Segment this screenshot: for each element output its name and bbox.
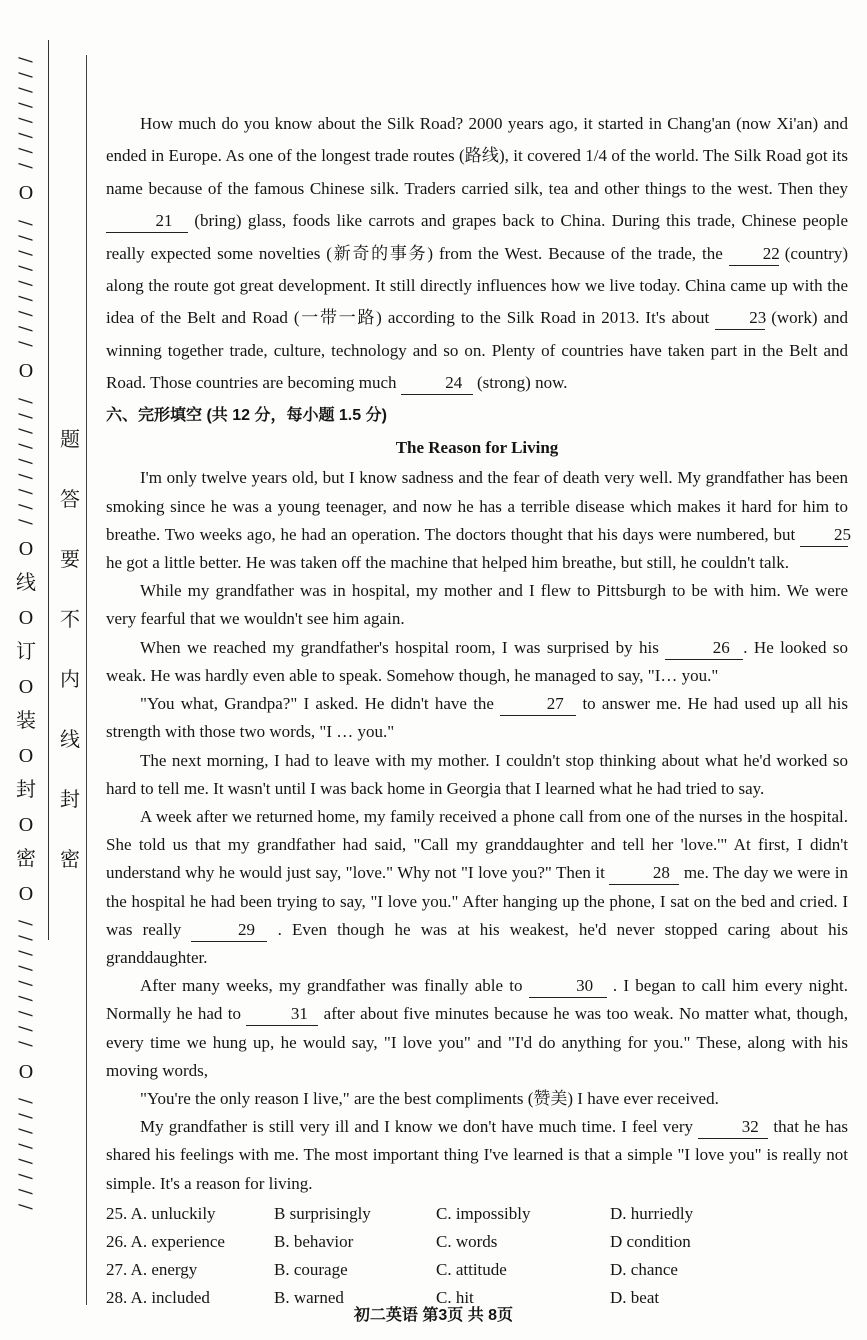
blank-32[interactable]: 32 [698, 1116, 768, 1139]
cut-dashes: / / / / / / / / [16, 1096, 36, 1210]
paragraph: The next morning, I had to leave with my mother. I couldn't stop thinking about what he'd worked so hard to tell me. It wasn't until I was back home in Georgia that I learned what he had tried to say. [106, 750, 848, 798]
circle-mark: O [18, 744, 34, 767]
circle-mark: O [18, 182, 34, 205]
margin-char-ding: 订 [16, 641, 36, 664]
paragraph: While my grandfather was in hospital, my mother and I flew to Pittsburgh to be with him. We were very fearful that we wouldn't see him again. [106, 581, 848, 629]
blank-24[interactable]: 24 [401, 372, 473, 395]
option-row-27 [106, 1256, 848, 1284]
paragraph: After many weeks, my grandfather was finally able to 30 . I began to call him every night. Normally he had to 31 after about five minutes because he was too weak. No matter what, though, every time we hung up, he would say, "I love you" and "I'd do anything for you." These, along with his moving words, [106, 976, 849, 1080]
blank-21[interactable]: 21 [106, 210, 188, 233]
margin-char: 题 [60, 429, 80, 451]
page-footer: 初二英语 第3页 共 8页 [353, 1307, 514, 1324]
option-a[interactable]: 26. A. experience [106, 1231, 225, 1251]
circle-mark: O [18, 537, 34, 560]
option-b[interactable]: B surprisingly [274, 1203, 371, 1223]
paragraph: "You're the only reason I live," are the best compliments (赞美) I have ever received. [140, 1088, 719, 1108]
paragraph: My grandfather is still very ill and I know we don't have much time. I feel very 32 that he has shared his feelings with me. The most important thing I've learned is that a simple "I love you" is really not simple. It's a reason for living. [106, 1117, 849, 1193]
answer-options [106, 1200, 848, 1312]
option-a[interactable]: 27. A. energy [106, 1259, 198, 1279]
margin-char-zhuang: 装 [16, 710, 36, 733]
margin-char-mi: 密 [16, 848, 36, 871]
option-d[interactable]: D condition [610, 1231, 691, 1251]
cloze-passage [106, 464, 852, 1197]
binding-margin-inner [56, 430, 84, 870]
margin-char: 封 [60, 789, 80, 811]
margin-rule [86, 55, 87, 1305]
blank-31[interactable]: 31 [246, 1003, 318, 1026]
option-a[interactable]: 28. A. included [106, 1287, 210, 1307]
margin-char-feng: 封 [16, 779, 36, 802]
option-a[interactable]: 25. A. unluckily [106, 1203, 216, 1223]
binding-cut-line [48, 40, 49, 940]
cut-dashes: / / / / / / / / / [16, 217, 36, 347]
option-row-26 [106, 1228, 848, 1256]
option-c[interactable]: C. attitude [436, 1259, 507, 1279]
cut-dashes: / / / / / / / / [16, 55, 36, 169]
blank-23[interactable]: 23 [715, 307, 765, 330]
option-row-25 [106, 1200, 848, 1228]
option-c[interactable]: C. words [436, 1231, 498, 1251]
blank-28[interactable]: 28 [609, 862, 679, 885]
section-heading: 六、完形填空 (共 12 分，每小题 1.5 分) [106, 406, 387, 424]
margin-char: 密 [60, 849, 80, 871]
cut-dashes: / / / / / / / / / [16, 395, 36, 525]
circle-mark: O [18, 606, 34, 629]
circle-mark: O [18, 813, 34, 836]
option-d[interactable]: D. hurriedly [610, 1203, 694, 1223]
option-b[interactable]: B. warned [274, 1287, 344, 1307]
blank-25[interactable]: 25 [800, 524, 848, 547]
option-c[interactable]: C. hit [436, 1287, 474, 1307]
margin-char-xian: 线 [16, 572, 36, 595]
option-b[interactable]: B. behavior [274, 1231, 354, 1251]
option-d[interactable]: D. chance [610, 1259, 678, 1279]
silk-road-passage: How much do you know about the Silk Road? 2000 years ago, it started in Chang'an (now Xi'an) and ended in Europe. As one of the longest trade routes (路线), it covered 1/4 of the world. The Silk Road got its name because of the famous Chinese silk. Traders carried silk, tea and other things to the west. Then they 21 (bring) glass, foods like carrots and grapes back to China. During this trade, Chinese people really expected some novelties (新奇的事务) from the West. Because of the trade, the 22 (country) along the route got great development. It still directly influences how we live today. China came up with the idea of the Belt and Road (一带一路) according to the Silk Road in 2013. It's about 23 (work) and winning together trade, culture, technology and so on. Plenty of countries have taken part in the Belt and Road. Those countries are becoming much 24 (strong) now. [106, 108, 848, 400]
circle-mark: O [18, 359, 34, 382]
margin-char: 不 [60, 609, 80, 631]
page-content [106, 108, 852, 1312]
option-d[interactable]: D. beat [610, 1287, 660, 1307]
paragraph: When we reached my grandfather's hospital room, I was surprised by his 26 . He looked so weak. He was hardly even able to speak. Somehow though, he managed to say, "I… you." [106, 637, 848, 685]
passage-title: The Reason for Living [395, 438, 559, 458]
option-b[interactable]: B. courage [274, 1259, 348, 1279]
circle-mark: O [18, 882, 34, 905]
cut-dashes: / / / / / / / / / [16, 918, 36, 1048]
margin-char: 内 [60, 669, 80, 691]
blank-30[interactable]: 30 [529, 975, 607, 998]
blank-29[interactable]: 29 [191, 919, 267, 942]
paragraph: A week after we returned home, my family received a phone call from one of the nurses in the hospital. She told us that my grandfather had said, "Call my granddaughter and tell her 'love.'" At first, I didn't understand why he would just say, "love." Why not "I love you?" Then it 28 me. The day we were in the hospital he had been trying to say, "I love you." After hanging up the phone, I sat on the bed and cried. I was really 29 . Even though he was at his weakest, he'd never stopped caring about his granddaughter. [106, 806, 849, 967]
blank-22[interactable]: 22 [729, 243, 779, 266]
blank-27[interactable]: 27 [500, 693, 576, 716]
binding-margin-outer [12, 55, 40, 1210]
option-c[interactable]: C. impossibly [436, 1203, 531, 1223]
paragraph: "You what, Grandpa?" I asked. He didn't have the 27 to answer me. He had used up all his strength with those two words, "I … you." [106, 694, 849, 742]
circle-mark: O [18, 675, 34, 698]
margin-char: 线 [60, 729, 80, 751]
paragraph: I'm only twelve years old, but I know sadness and the fear of death very well. My grandfather has been smoking since he was a young teenager, and now he has a terrible disease which makes it hard for him to breathe. Two weeks ago, he had an operation. The doctors thought that his days were numbered, but 25he got a little better. He was taken off the machine that helped him breathe, but still, he couldn't talk. [106, 468, 852, 573]
margin-char: 要 [60, 549, 80, 571]
circle-mark: O [18, 1060, 34, 1083]
blank-26[interactable]: 26 [665, 637, 743, 660]
margin-char: 答 [60, 489, 80, 511]
